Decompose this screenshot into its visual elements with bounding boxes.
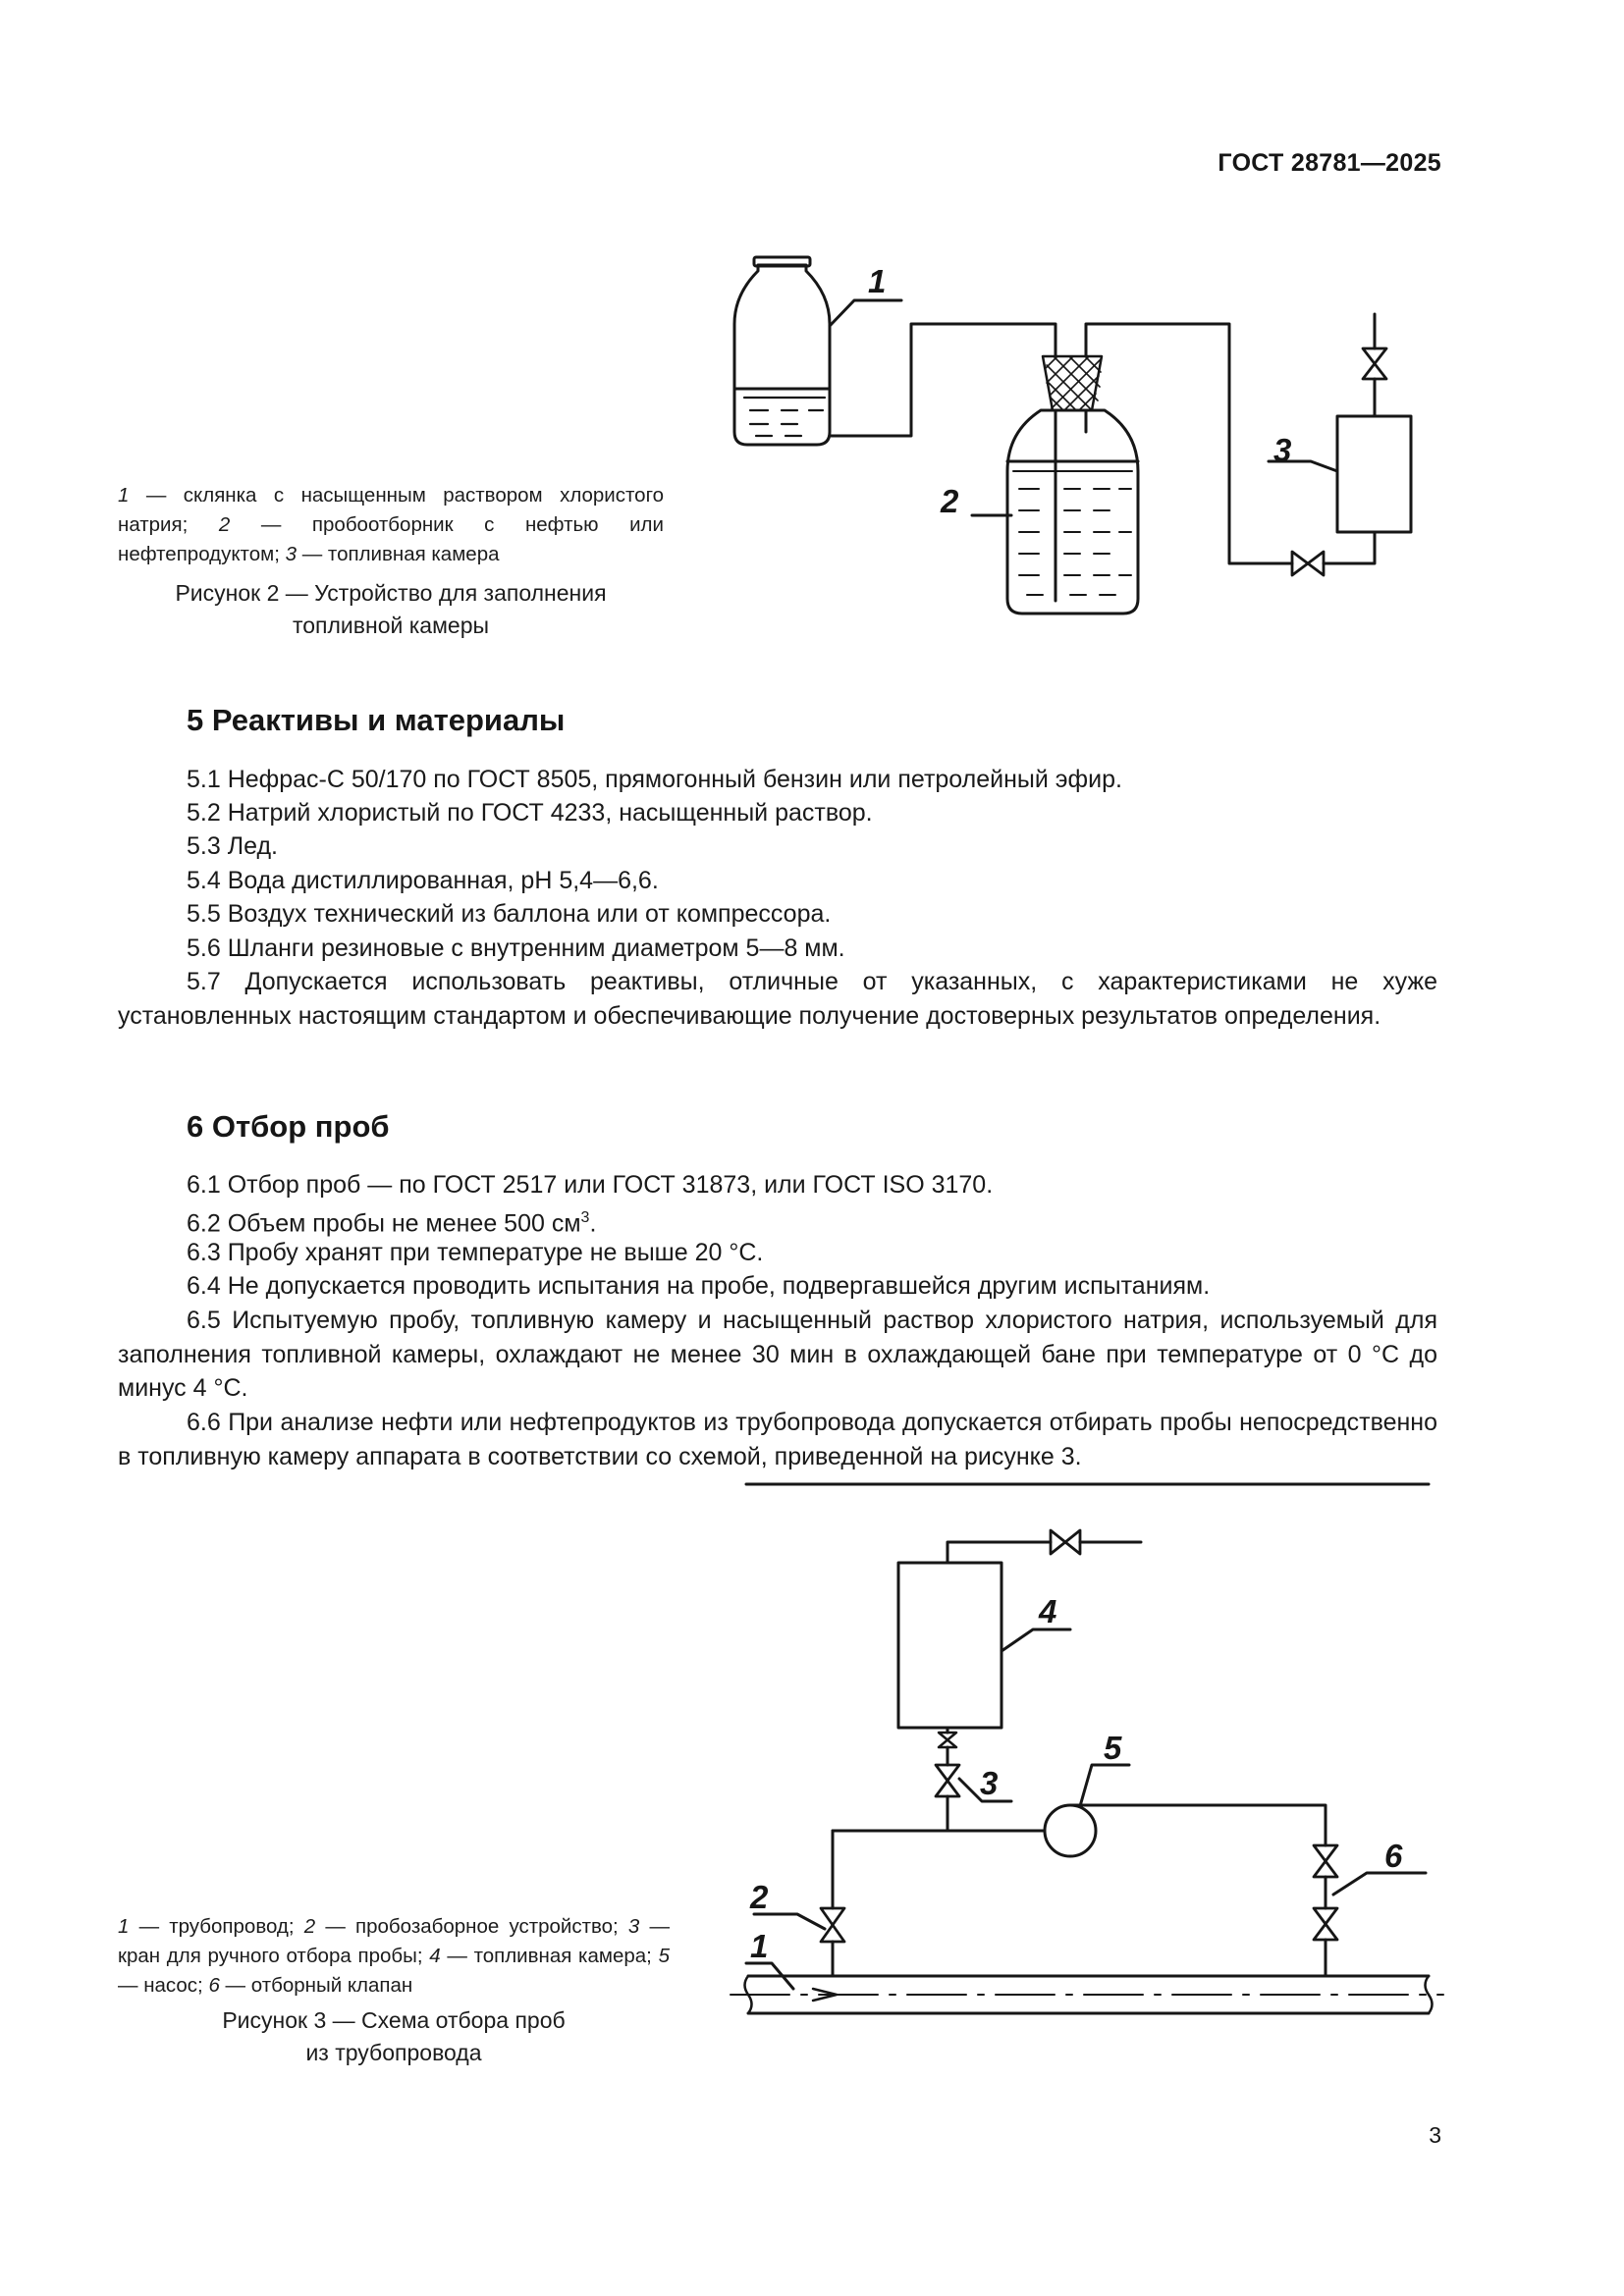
pump-5 [1045,1805,1096,1856]
figure-2-legend: 1 — склянка с насыщенным раствором хлористого натрия; 2 — пробоотборник с нефтью или нефтепродуктом; 3 — топливная камера [118,484,664,565]
figure-3-caption-line-2: из трубопровода [305,2040,482,2065]
sampler-2 [1007,410,1138,614]
sampling-device-valve-2 [821,1908,844,1942]
figure-2-caption-line-2: топливной камеры [292,613,490,638]
bottle-1-cap [754,257,810,266]
section-6-item-3: 6.3 Пробу хранят при температуре не выше 20 °С. [187,1239,764,1266]
section-5-item-1: 5.1 Нефрас-С 50/170 по ГОСТ 8505, прямогонный бензин или петролейный эфир. [187,766,1122,793]
figure-3-caption-line-1: Рисунок 3 — Схема отбора проб [222,2007,566,2033]
fig3-valve-top [1051,1530,1080,1554]
sampling-valve-6-lower [1314,1908,1337,1940]
figure-3-legend: 1 — трубопровод; 2 — пробозаборное устройство; 3 — кран для ручного отбора пробы; 4 — топливная камера; 5 — насос; 6 — отборный клапан [118,1915,670,1997]
sampling-valve-6-upper [1314,1845,1337,1877]
section-5-item-3: 5.3 Лед. [187,832,278,860]
section-6-item-5: 6.5 Испытуемую пробу, топливную камеру и насыщенный раствор хлористого натрия, используемый для заполнения топливной камеры, охлаждают не менее 30 мин в охлаждающей бане при температуре от 0 °С до минус 4 °С. [118,1307,1437,1402]
fig2-label-1: 1 [868,263,887,299]
bottle-1-liquid [744,398,825,436]
section-5-item-5: 5.5 Воздух технический из баллона или от компрессора. [187,900,832,928]
fuel-chamber-4 [898,1563,1001,1728]
section-5-item-7: 5.7 Допускается использовать реактивы, отличные от указанных, с характеристиками не хуже установленных настоящим стандартом и обеспечивающие получение достоверных результатов определения. [118,968,1437,1030]
fig2-label-3: 3 [1273,432,1292,468]
fig2-valve-top [1363,348,1386,379]
page-number: 3 [1429,2122,1441,2148]
section-5-item-4: 5.4 Вода дистиллированная, рН 5,4—6,6. [187,867,659,894]
fuel-chamber-3 [1337,416,1411,532]
section-6-item-6: 6.6 При анализе нефти или нефтепродуктов из трубопровода допускается отбирать пробы непосредственно в топливную камеру аппарата в соответствии со схемой, приведенной на рисунке 3. [118,1409,1437,1470]
manual-valve-3 [936,1765,959,1796]
document-code: ГОСТ 28781—2025 [1218,149,1441,177]
section-5-item-2: 5.2 Натрий хлористый по ГОСТ 4233, насыщенный раствор. [187,799,873,827]
section-5-item-6: 5.6 Шланги резиновые с внутренним диаметром 5—8 мм. [187,934,845,962]
section-6-title: 6 Отбор проб [187,1109,390,1144]
fig2-label-2: 2 [941,483,959,519]
fig2-valve-bottom [1292,552,1324,575]
figure-2-caption [118,577,664,642]
fig3-label-2: 2 [750,1879,769,1915]
sampler-liquid [1013,471,1132,595]
fig3-label-4: 4 [1039,1593,1057,1629]
manual-valve-3-small [939,1733,956,1747]
section-6-item-4: 6.4 Не допускается проводить испытания на пробе, подвергавшейся другим испытаниям. [187,1272,1211,1300]
section-6-item-2: 6.2 Объем пробы не менее 500 $см^3$. [187,1209,597,1238]
fig3-label-5: 5 [1104,1730,1122,1766]
section-6-item-1: 6.1 Отбор проб — по ГОСТ 2517 или ГОСТ 31873, или ГОСТ ISO 3170. [187,1171,994,1199]
bottle-1 [734,265,830,445]
section-5-title: 5 Реактивы и материалы [187,703,566,737]
fig3-label-6: 6 [1384,1838,1403,1874]
figure-3-caption [118,2004,670,2069]
fig3-label-1: 1 [750,1928,769,1964]
fig3-label-3: 3 [980,1765,999,1801]
figure-2-caption-line-1: Рисунок 2 — Устройство для заполнения [175,580,607,606]
